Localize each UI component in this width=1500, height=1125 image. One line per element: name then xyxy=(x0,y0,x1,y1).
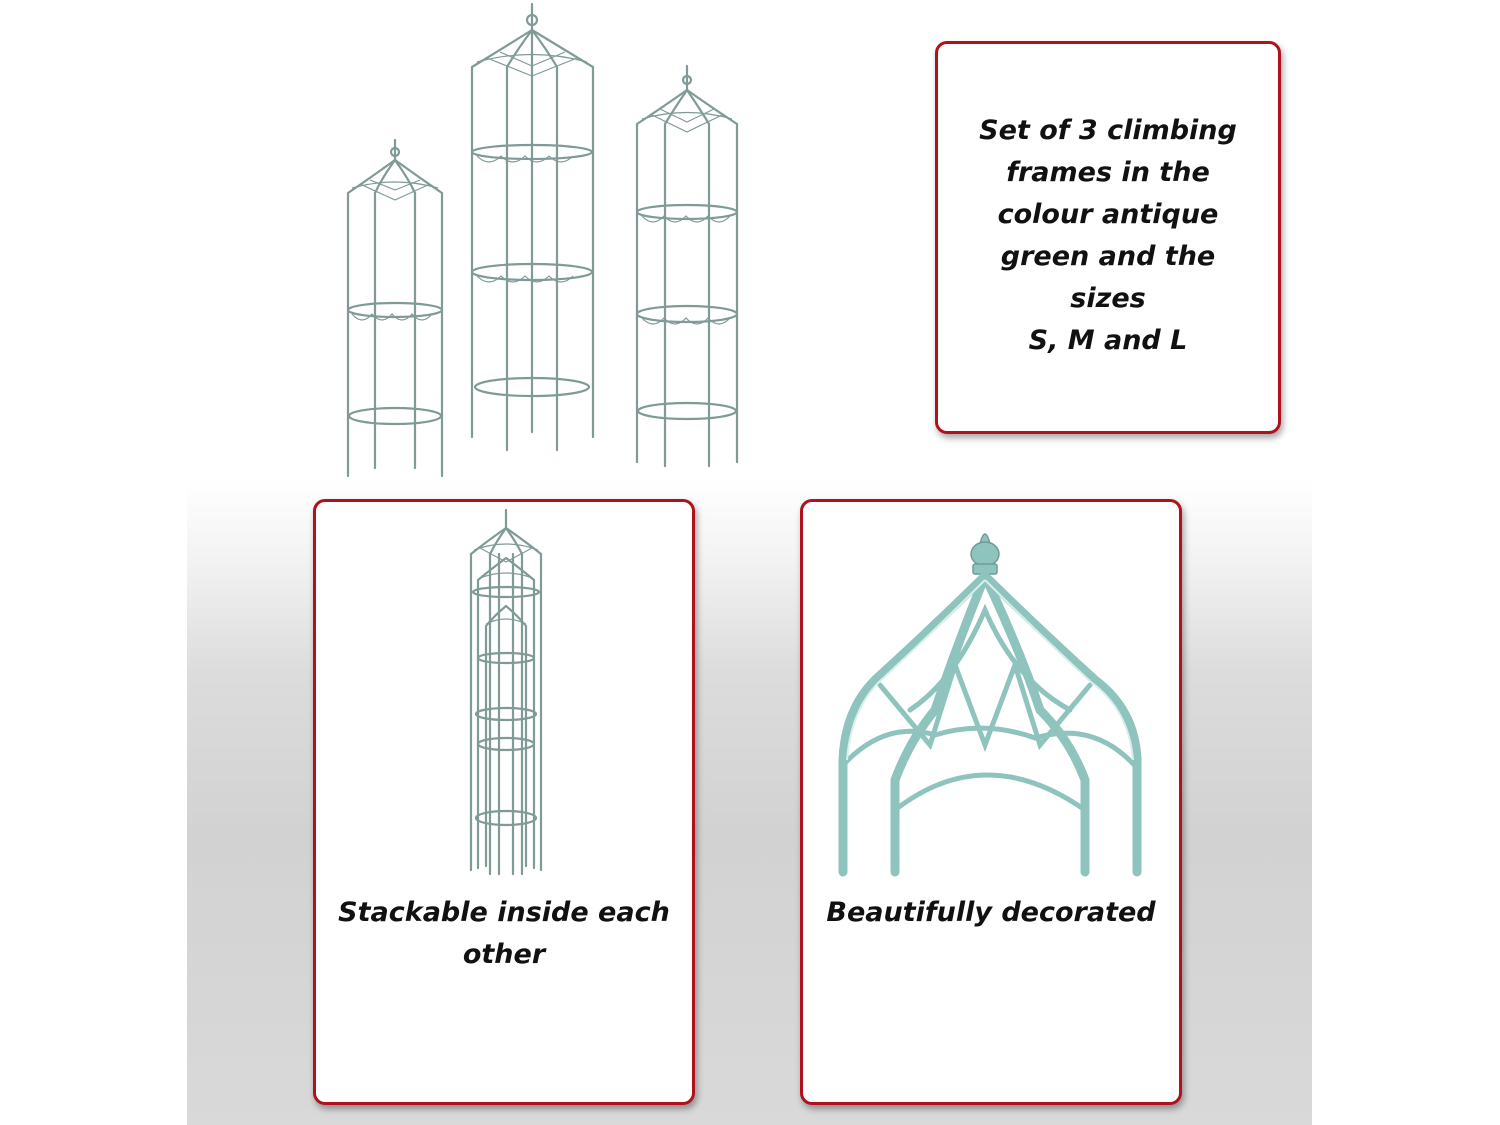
intro-card xyxy=(935,41,1281,434)
intro-line: sizes xyxy=(1070,283,1146,314)
intro-line: green and the xyxy=(1000,241,1216,272)
obelisk-medium-image xyxy=(632,64,742,469)
intro-text xyxy=(938,110,1278,362)
stacked-obelisks-image xyxy=(466,508,546,878)
intro-line: Set of 3 climbing xyxy=(979,115,1237,146)
decorated-line: Beautifully decorated xyxy=(826,897,1156,928)
stackable-text xyxy=(316,892,692,976)
decorated-text xyxy=(803,892,1179,934)
intro-line: S, M and L xyxy=(1028,325,1188,356)
decorated-card xyxy=(800,499,1182,1105)
intro-line: colour antique xyxy=(997,199,1219,230)
obelisk-large-image xyxy=(465,2,600,454)
obelisk-top-detail-image xyxy=(835,510,1145,875)
stackable-line: Stackable inside each xyxy=(338,897,670,928)
stackable-card xyxy=(313,499,695,1105)
intro-line: frames in the xyxy=(1006,157,1210,188)
stackable-line: other xyxy=(462,939,546,970)
obelisk-small-image xyxy=(340,138,450,478)
